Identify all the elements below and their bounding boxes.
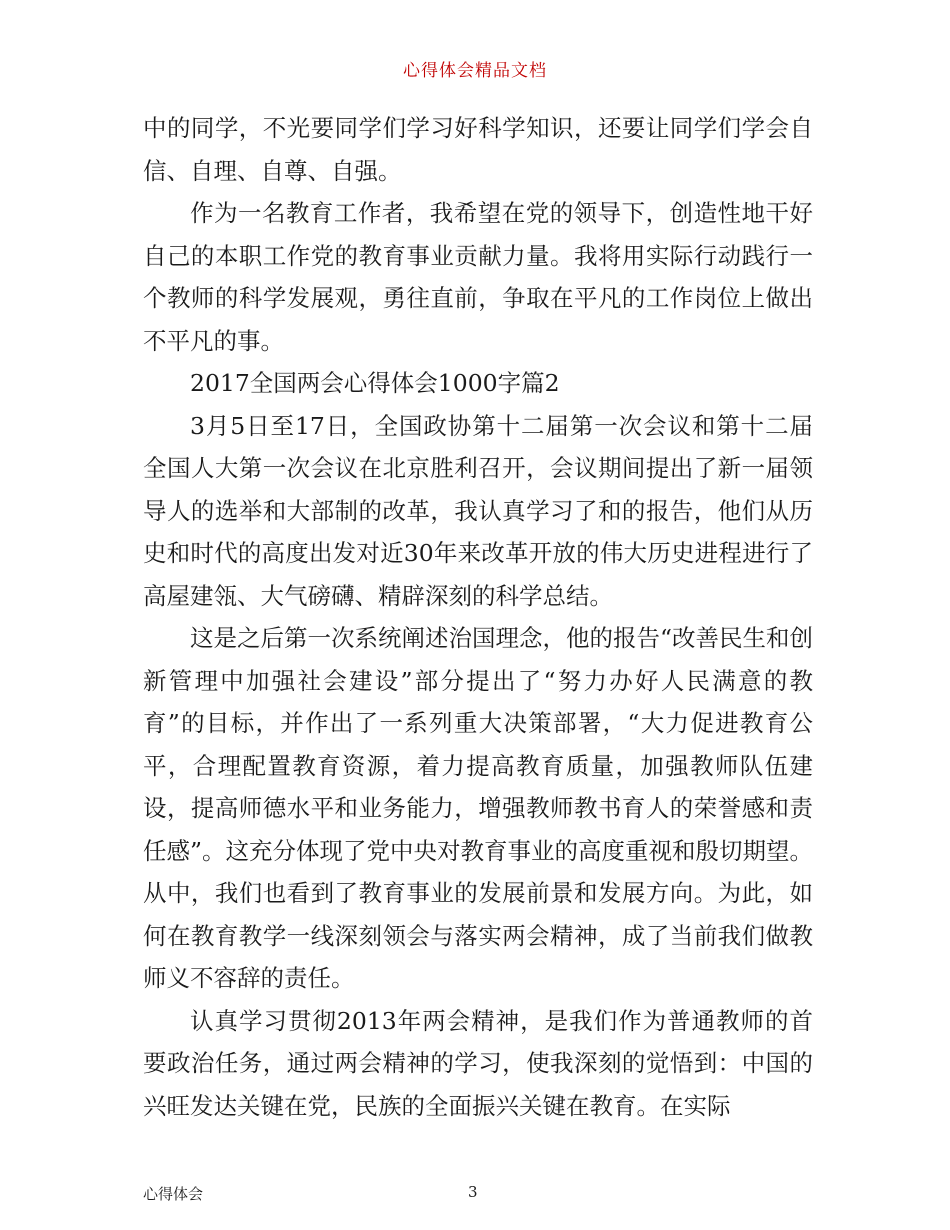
paragraph: 3月5日至17日，全国政协第十二届第一次会议和第十二届全国人大第一次会议在北京胜利召开，会议期间提出了新一届领导人的选举和大部制的改革，我认真学习了和的报告，他们从历史和时代的高度出发对近30年来改革开放的伟大历史进程进行了高屋建瓴、大气磅礴、精辟深刻的科学总结。	[143, 411, 813, 610]
paragraph: 中的同学，不光要同学们学习好科学知识，还要让同学们学会自信、自理、自尊、自强。	[143, 114, 813, 185]
footer-label: 心得体会	[143, 1185, 204, 1203]
document-body	[143, 107, 813, 1127]
section-heading: 2017全国两会心得体会1000字篇2	[190, 369, 560, 397]
page-header-title: 心得体会精品文档	[403, 61, 547, 81]
paragraph: 认真学习贯彻2013年两会精神，是我们作为普通教师的首要政治任务，通过两会精神的学习，使我深刻的觉悟到：中国的兴旺发达关键在党，民族的全面振兴关键在教育。在实际	[143, 1006, 813, 1120]
paragraph: 这是之后第一次系统阐述治国理念，他的报告“改善民生和创新管理中加强社会建设”部分提出了“努力办好人民满意的教育”的目标，并作出了一系列重大决策部署，“大力促进教育公平，合理配置教育资源，着力提高教育质量，加强教师队伍建设，提高师德水平和业务能力，增强教师教书育人的荣誉感和责任感”。这充分体现了党中央对教育事业的高度重视和殷切期望。从中，我们也看到了教育事业的发展前景和发展方向。为此，如何在教育教学一线深刻领会与落实两会精神，成了当前我们做教师义不容辞的责任。	[143, 624, 814, 992]
paragraph: 作为一名教育工作者，我希望在党的领导下，创造性地干好自己的本职工作党的教育事业贡献力量。我将用实际行动践行一个教师的科学发展观，勇往直前，争取在平凡的工作岗位上做出不平凡的事。	[143, 199, 813, 355]
page-number: 3	[468, 1183, 478, 1201]
